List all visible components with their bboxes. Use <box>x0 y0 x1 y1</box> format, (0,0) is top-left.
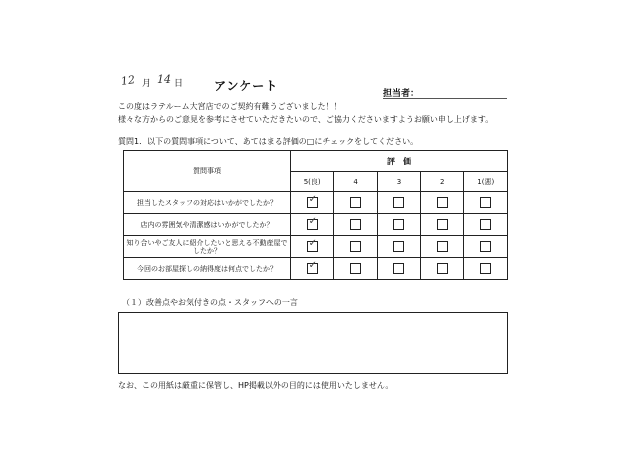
footer-note: なお、この用紙は厳重に保管し、HP掲載以外の目的には使用いたしません。 <box>118 381 394 390</box>
checkbox-staff-3[interactable] <box>393 197 404 208</box>
checkbox-atmosphere-5[interactable] <box>307 216 318 230</box>
table-row <box>124 258 508 280</box>
checkbox-recommend-2[interactable] <box>437 241 448 252</box>
checkbox-staff-4[interactable] <box>350 197 361 208</box>
checkbox-recommend-3[interactable] <box>393 241 404 252</box>
row-question: 知り合いやご友人に紹介したいと思える不動産屋でしたか？ <box>124 236 291 258</box>
checkbox-staff-5[interactable] <box>307 194 318 208</box>
rating-table <box>123 150 508 280</box>
scale-1: 1(悪) <box>464 172 508 192</box>
row-question: 担当したスタッフの対応はいかがでしたか？ <box>124 192 291 214</box>
scale-5: 5(良) <box>290 172 333 192</box>
staff-label: 担当者： <box>383 89 420 99</box>
page-title: アンケート <box>214 79 279 93</box>
day-label: 日 <box>174 79 184 89</box>
checkbox-satisfaction-4[interactable] <box>350 263 361 274</box>
table-row <box>124 214 508 236</box>
check-mark-icon: ✓ <box>308 260 318 271</box>
intro-line-1: この度はラテルーム大宮店でのご契約有難うございました！！ <box>118 102 342 111</box>
question-1-instruction: 質問1．以下の質問事項について、あてはまる評価の□にチェックをしてください。 <box>118 137 419 146</box>
month-label: 月 <box>142 79 152 89</box>
comments-textarea[interactable] <box>118 312 508 374</box>
intro-line-2: 様々な方からのご意見を参考にさせていただきたいので、ご協力くださいますようお願い申し上げます。 <box>118 115 494 124</box>
staff-underline <box>383 98 507 99</box>
checkbox-staff-1[interactable] <box>480 197 491 208</box>
check-mark-icon: ✓ <box>308 194 318 205</box>
checkbox-satisfaction-3[interactable] <box>393 263 404 274</box>
checkbox-satisfaction-5[interactable] <box>307 260 318 274</box>
rating-column-header: 評 価 <box>290 151 507 172</box>
scale-2: 2 <box>421 172 464 192</box>
table-row <box>124 236 508 258</box>
check-mark-icon: ✓ <box>308 238 318 249</box>
checkbox-recommend-1[interactable] <box>480 241 491 252</box>
checkbox-recommend-5[interactable] <box>307 238 318 252</box>
checkbox-atmosphere-3[interactable] <box>393 219 404 230</box>
table-row <box>124 192 508 214</box>
day-value: 14 <box>157 73 171 86</box>
scale-4: 4 <box>334 172 377 192</box>
table-header-row <box>124 151 508 172</box>
comments-label: （１）改善点やお気付きの点・スタッフへの一言 <box>122 298 298 307</box>
checkbox-atmosphere-2[interactable] <box>437 219 448 230</box>
month-value: 12 <box>120 73 136 88</box>
checkbox-recommend-4[interactable] <box>350 241 361 252</box>
checkbox-satisfaction-1[interactable] <box>480 263 491 274</box>
question-column-header: 質問事項 <box>124 151 291 192</box>
row-question: 今回のお部屋探しの納得度は何点でしたか？ <box>124 258 291 280</box>
checkbox-staff-2[interactable] <box>437 197 448 208</box>
scale-3: 3 <box>377 172 420 192</box>
checkbox-satisfaction-2[interactable] <box>437 263 448 274</box>
row-question: 店内の雰囲気や清潔感はいかがでしたか？ <box>124 214 291 236</box>
check-mark-icon: ✓ <box>308 216 318 227</box>
checkbox-atmosphere-4[interactable] <box>350 219 361 230</box>
checkbox-atmosphere-1[interactable] <box>480 219 491 230</box>
